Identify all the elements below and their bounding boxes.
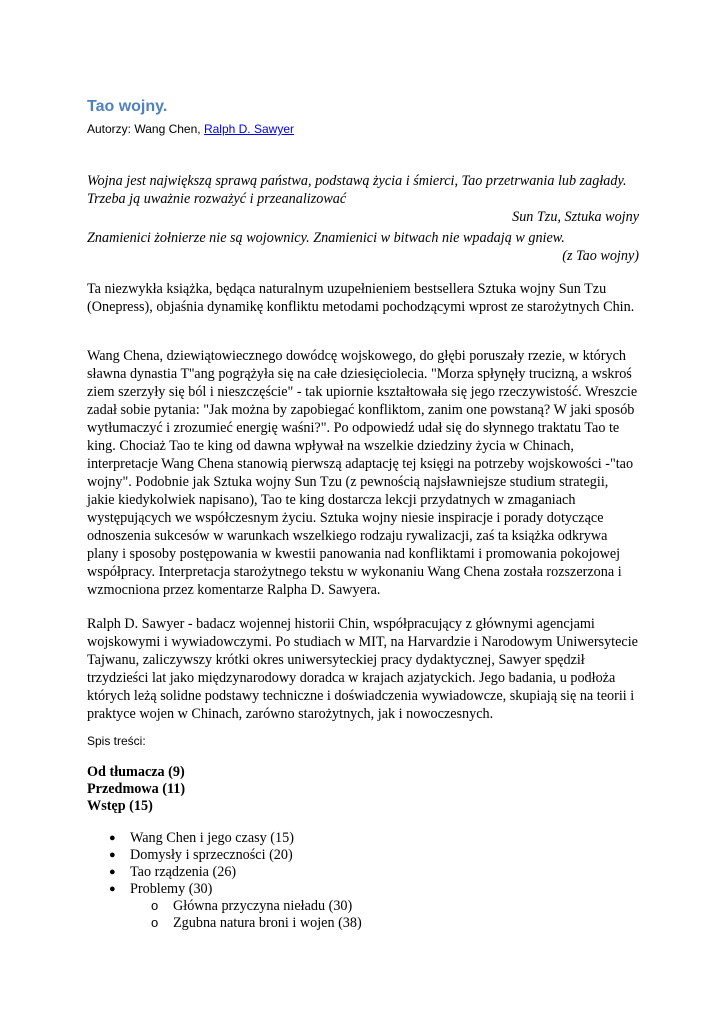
authors-line — [87, 122, 294, 136]
sub-list-item — [87, 915, 362, 932]
toc-bold-items — [87, 764, 185, 815]
toc-item: Przedmowa (11) — [87, 781, 186, 797]
list-item-text: Problemy (30) — [130, 881, 213, 897]
book-title: Tao wojny. — [87, 98, 168, 115]
toc-list — [87, 830, 362, 932]
quote-sun-tzu — [87, 172, 639, 226]
toc-label: Spis treści: — [87, 734, 146, 748]
bullet-icon: ● — [109, 832, 116, 844]
list-item — [87, 881, 362, 898]
quote-source: (z Tao wojny) — [562, 248, 639, 264]
paragraph-wang-chen: Wang Chena, dziewiątowiecznego dowódcę wojskowego, do głębi poruszały rzezie, w których sławna dynastia T''ang pogrążyła się na całe dziesięciolecia. "Morza spłynęły trucizną, a wskroś ziem szerzyły się ból i nieszczęście" - tak upiornie kształtowała się jego rzeczywistość. Wreszcie zadał sobie pytania: "Jak można by zapobiegać konfliktom, zanim one powstaną? W jaki sposób wytłumaczyć i zrozumieć energię waśni?". Po odpowiedź udał się do słynnego traktatu Tao te king. Chociaż Tao te king od dawna wpływał na wszelkie dziedziny życia w Chinach, interpretacje Wang Chena stanowią pierwszą adaptację tej księgi na potrzeby wojskowości -"tao wojny". Podobnie jak Sztuka wojny Sun Tzu (z pewnością najsławniejsze studium strategii, jakie kiedykolwiek napisano), Tao te king dostarcza lekcji przydatnych w zmaganiach występujących we współczesnym życiu. Sztuka wojny niesie inspiracje i porady dotyczące odnoszenia sukcesów w warunkach wszelkiego rodzaju rywalizacji, zaś ta książka odkrywa plany i sposoby postępowania w kwestii panowania nad konfliktami i promowania pokojowej współpracy. Interpretacja starożytnego tekstu w wykonaniu Wang Chena została rozszerzona i wzmocniona przez komentarze Ralpha D. Sawyera. — [87, 348, 638, 598]
bullet-icon: ● — [109, 866, 116, 878]
list-item — [87, 864, 362, 881]
quote-source: Sun Tzu, Sztuka wojny — [512, 209, 639, 225]
authors-label: Autorzy: Wang Chen, — [87, 122, 204, 136]
list-item-text: Tao rządzenia (26) — [130, 864, 237, 880]
bullet-icon: ● — [109, 849, 116, 861]
toc-item: Od tłumacza (9) — [87, 764, 185, 780]
list-item-text: Domysły i sprzeczności (20) — [130, 847, 293, 863]
list-item-text: Wang Chen i jego czasy (15) — [130, 830, 294, 846]
circle-bullet-icon: o — [151, 898, 159, 913]
circle-bullet-icon: o — [151, 915, 159, 930]
sub-list-item — [87, 898, 362, 915]
paragraph-intro: Ta niezwykła książka, będąca naturalnym uzupełnieniem bestsellera Sztuka wojny Sun Tzu (Onepress), objaśnia dynamikę konfliktu metodami pochodzącymi wprost ze starożytnych Chin. — [87, 281, 635, 315]
author-link[interactable]: Ralph D. Sawyer — [203, 122, 294, 136]
list-item-text: Główna przyczyna nieładu (30) — [173, 898, 353, 914]
list-item — [87, 830, 362, 847]
toc-item: Wstęp (15) — [87, 798, 153, 814]
quote-text: Znamienici żołnierze nie są wojownicy. Znamienici w bitwach nie wpadają w gniew. — [87, 230, 565, 246]
quote-tao-wojny — [87, 229, 639, 265]
paragraph-sawyer: Ralph D. Sawyer - badacz wojennej historii Chin, współpracujący z głównymi agencjami wojskowymi i wywiadowczymi. Po studiach w MIT, na Harvardzie i Narodowym Uniwersytecie Tajwanu, zaliczywszy krótki okres uniwersyteckiej pracy dydaktycznej, Sawyer spędził trzydzieści lat jako międzynarodowy doradca w krajach azjatyckich. Jego badania, u podłoża których leżą solidne podstawy techniczne i doświadczenia wywiadowcze, skupiają się na teorii i praktyce wojen w Chinach, zarówno starożytnych, jak i nowoczesnych. — [87, 616, 638, 722]
list-item-text: Zgubna natura broni i wojen (38) — [173, 915, 362, 931]
bullet-icon: ● — [109, 883, 116, 895]
quote-text: Wojna jest największą sprawą państwa, podstawą życia i śmierci, Tao przetrwania lub zagłady. Trzeba ją uważnie rozważyć i przeanalizować — [87, 173, 627, 207]
list-item — [87, 847, 362, 864]
